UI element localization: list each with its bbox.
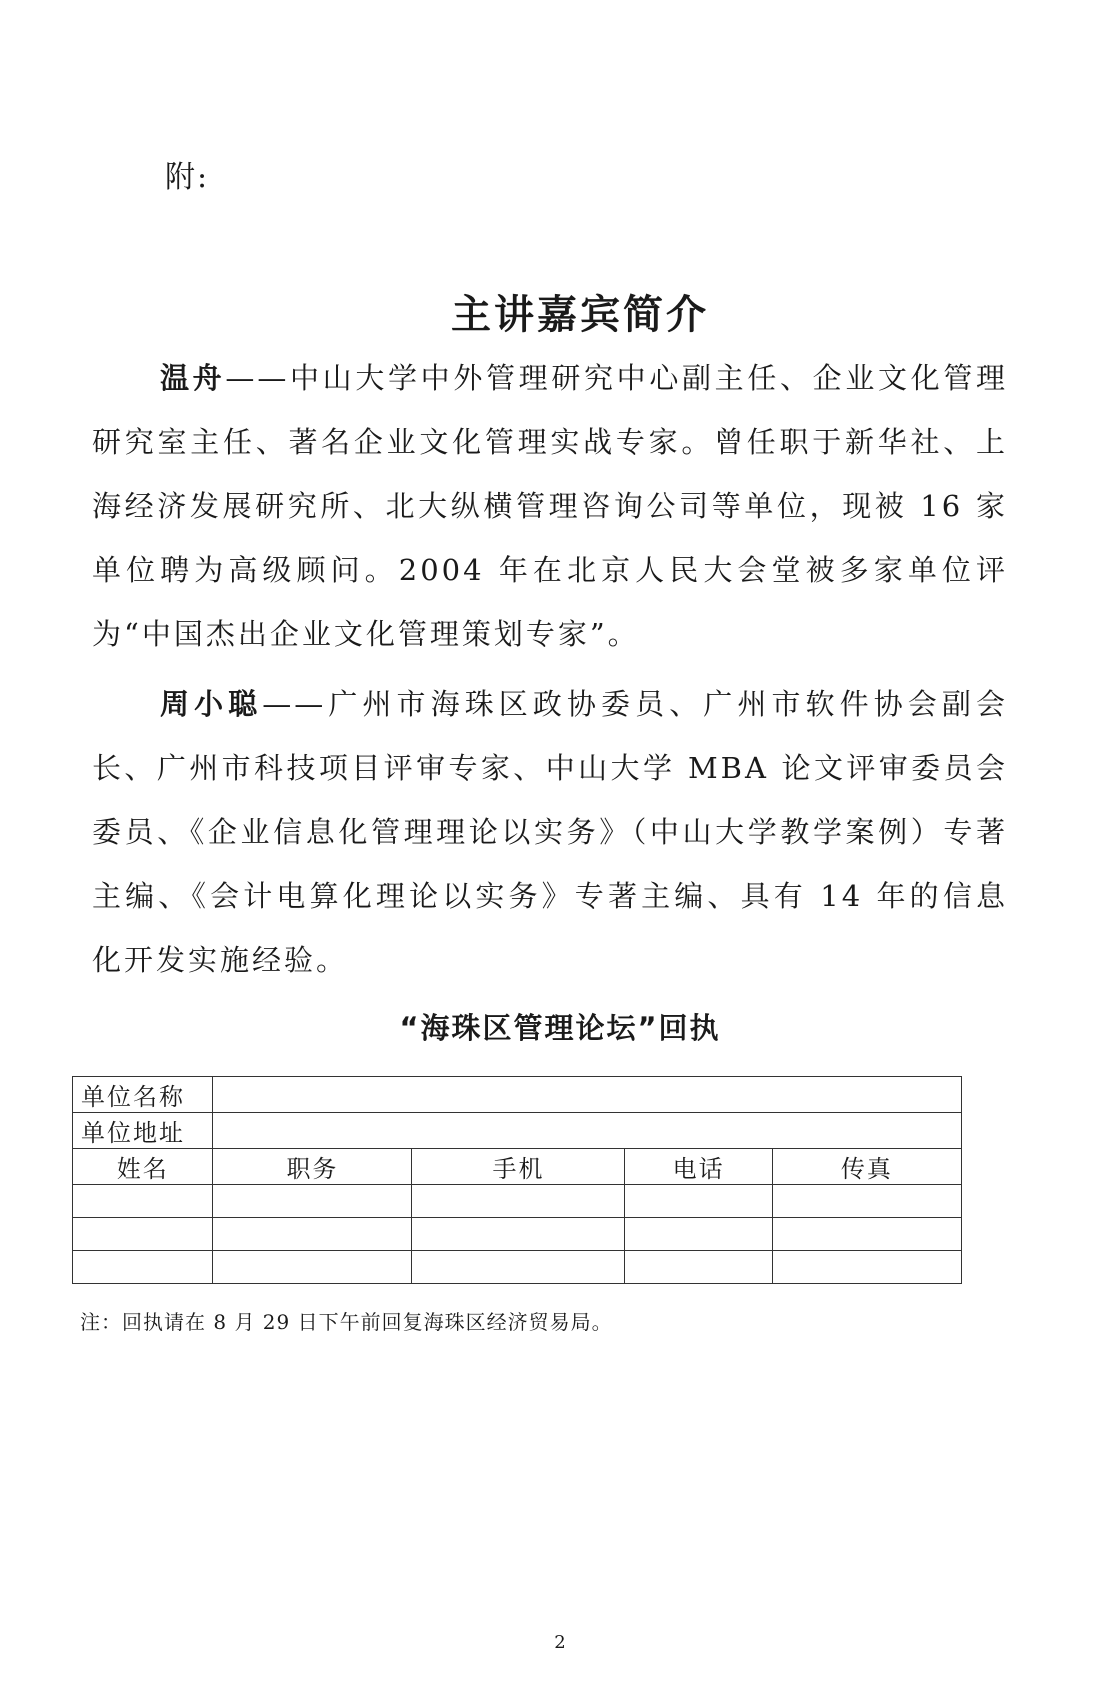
table-header-row (73, 1149, 962, 1185)
table-cell[interactable] (412, 1251, 625, 1284)
table-cell[interactable] (213, 1218, 412, 1251)
table-row (73, 1251, 962, 1284)
table-cell[interactable] (412, 1185, 625, 1218)
reply-form-title: “海珠区管理论坛”回执 (399, 1011, 721, 1045)
attachment-label: 附: (165, 160, 210, 195)
column-header-phone: 电话 (625, 1149, 772, 1185)
unit-name-label: 单位名称 (73, 1077, 213, 1113)
table-cell[interactable] (625, 1185, 772, 1218)
unit-name-row (73, 1077, 962, 1113)
table-row (73, 1218, 962, 1251)
table-cell[interactable] (213, 1185, 412, 1218)
column-header-name: 姓名 (73, 1149, 213, 1185)
table-cell[interactable] (625, 1251, 772, 1284)
reply-note: 注：回执请在 8 月 29 日下午前回复海珠区经济贸易局。 (80, 1310, 613, 1334)
page-title: 主讲嘉宾简介 (451, 292, 709, 338)
speaker-bio-1 (92, 346, 1008, 666)
unit-address-field[interactable] (213, 1113, 962, 1149)
table-cell[interactable] (213, 1251, 412, 1284)
column-header-fax: 传真 (772, 1149, 961, 1185)
page-number: 2 (554, 1632, 566, 1653)
speaker-bio-2 (92, 672, 1008, 992)
column-header-position: 职务 (213, 1149, 412, 1185)
column-header-mobile: 手机 (412, 1149, 625, 1185)
unit-address-row (73, 1113, 962, 1149)
table-cell[interactable] (625, 1218, 772, 1251)
table-cell[interactable] (772, 1251, 961, 1284)
table-cell[interactable] (73, 1251, 213, 1284)
speaker-name-2: 周小聪 (160, 687, 263, 721)
table-cell[interactable] (772, 1218, 961, 1251)
speaker-name-1: 温舟 (160, 361, 226, 395)
table-cell[interactable] (412, 1218, 625, 1251)
table-cell[interactable] (73, 1185, 213, 1218)
speaker-bio-text-1: ——中山大学中外管理研究中心副主任、企业文化管理研究室主任、著名企业文化管理实战专家。曾任职于新华社、上海经济发展研究所、北大纵横管理咨询公司等单位，现被 16 家单位聘为高级顾问。2004 年在北京人民大会堂被多家单位评为“中国杰出企业文化管理策划专家”。 (92, 361, 1008, 651)
reply-form-table (72, 1076, 962, 1284)
speaker-bio-text-2: ——广州市海珠区政协委员、广州市软件协会副会长、广州市科技项目评审专家、中山大学 MBA 论文评审委员会委员、《企业信息化管理理论以实务》（中山大学教学案例）专著主编、《会计电算化理论以实务》专著主编、具有 14 年的信息化开发实施经验。 (92, 687, 1008, 977)
unit-address-label: 单位地址 (73, 1113, 213, 1149)
table-cell[interactable] (772, 1185, 961, 1218)
table-cell[interactable] (73, 1218, 213, 1251)
table-row (73, 1185, 962, 1218)
unit-name-field[interactable] (213, 1077, 962, 1113)
